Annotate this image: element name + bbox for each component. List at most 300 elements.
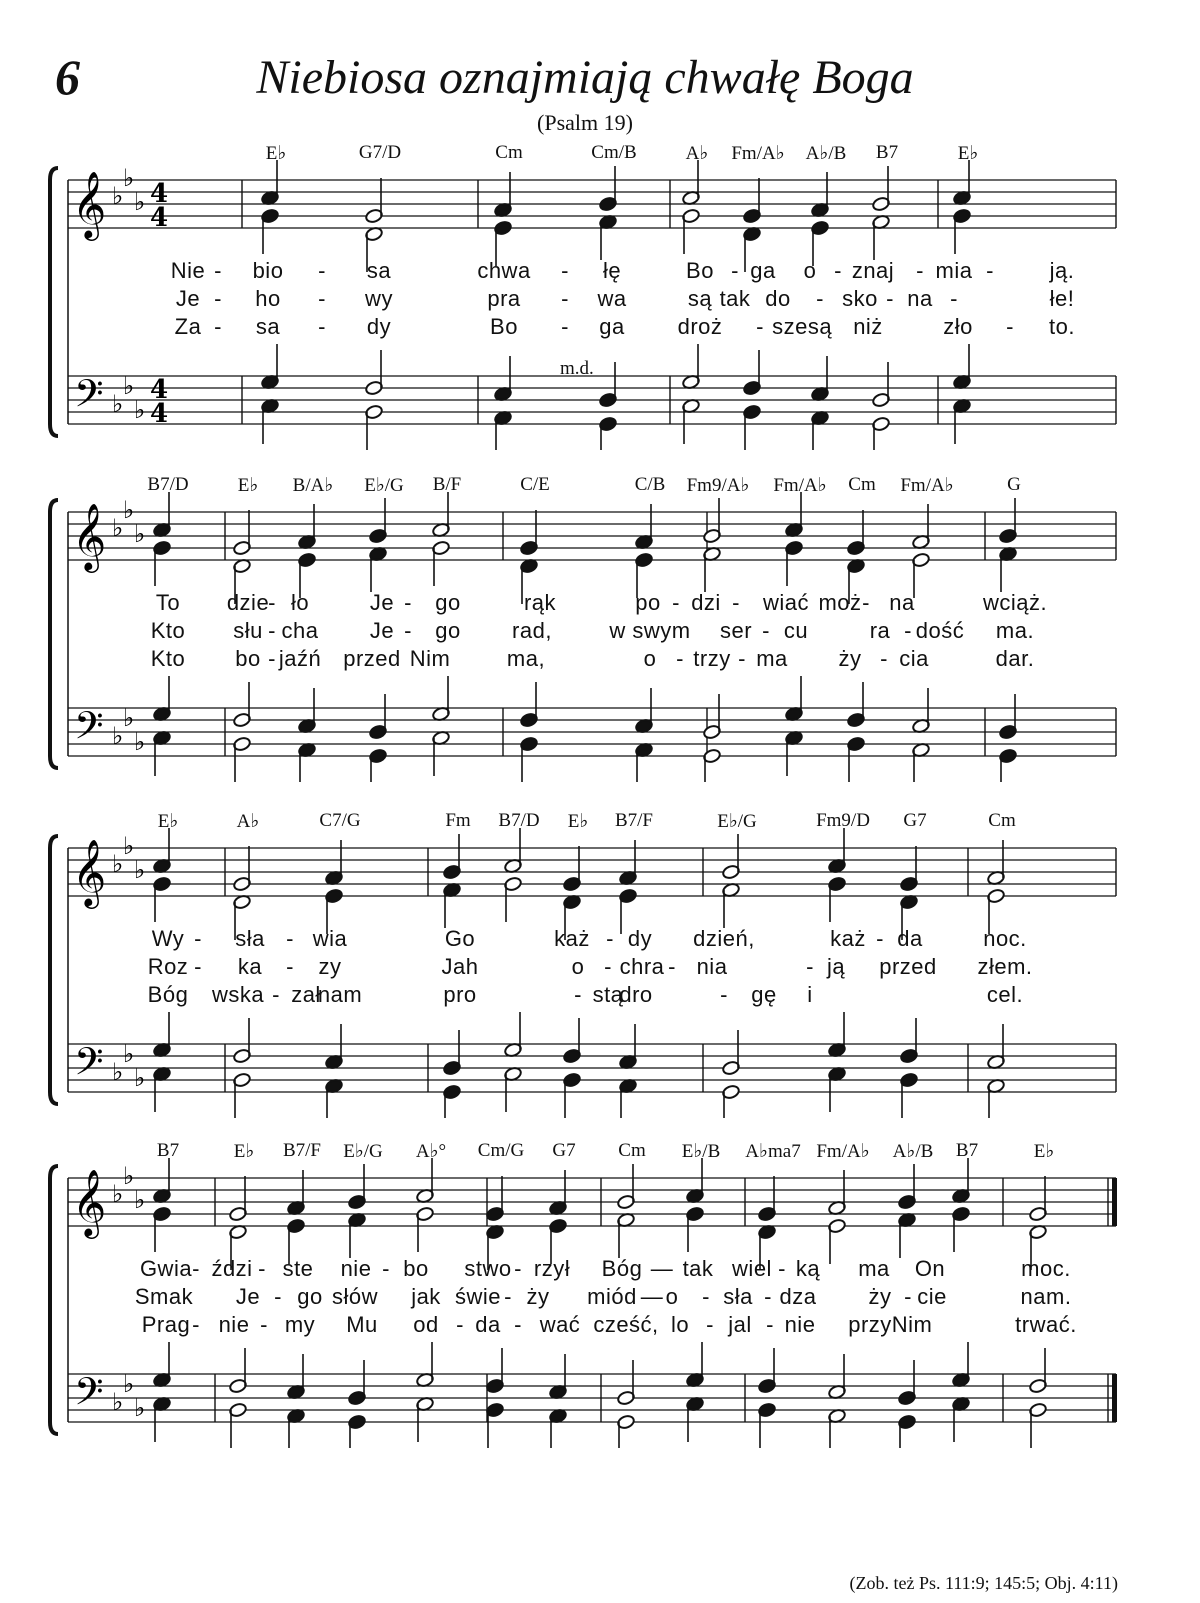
bass-note	[369, 748, 388, 782]
time-signature-bottom: 4	[150, 203, 169, 233]
lyric-syllable: każ	[554, 926, 590, 951]
flat-icon: ♭	[134, 856, 146, 884]
soprano-note	[432, 492, 451, 538]
lyric-syllable: -	[886, 286, 894, 311]
chord-symbol: Fm/A♭	[900, 475, 954, 496]
flat-icon: ♭	[134, 396, 146, 424]
soprano-note	[494, 172, 513, 218]
chord-symbol: B7	[156, 1140, 180, 1161]
lyric-syllable: cu	[783, 618, 809, 643]
lyric-syllable: ma,	[506, 646, 546, 671]
soprano-note	[369, 498, 388, 544]
system-bracket	[50, 1166, 58, 1434]
lyric-syllable: Kto	[150, 646, 186, 671]
lyric-syllable: -	[778, 1256, 786, 1281]
lyric-syllable: wciąż.	[982, 590, 1048, 615]
tenor-note	[898, 1360, 917, 1406]
lyric-syllable: -	[916, 258, 924, 283]
tenor-note	[261, 344, 280, 390]
lyric-syllable: do	[765, 286, 791, 311]
bass-note	[987, 1078, 1006, 1118]
lyric-syllable: -	[214, 314, 222, 339]
lyric-syllable: przed	[879, 954, 937, 979]
tenor-note	[953, 344, 972, 390]
bass-note	[703, 748, 722, 782]
lyric-syllable: cel.	[986, 982, 1024, 1007]
lyric-syllable: -	[268, 646, 276, 671]
bass-note	[233, 736, 252, 782]
alto-note	[153, 876, 172, 922]
time-signature-top: 4	[150, 375, 169, 405]
lyric-syllable: -	[286, 926, 294, 951]
lyric-syllable: -	[260, 1312, 268, 1337]
soprano-note	[952, 1158, 971, 1204]
bass-note	[520, 736, 539, 782]
flat-icon: ♭	[134, 1186, 146, 1214]
lyric-syllable: -	[404, 590, 412, 615]
lyric-syllable: na	[907, 286, 933, 311]
lyric-syllable: dy	[366, 314, 392, 339]
bass-note	[619, 1078, 638, 1118]
chord-symbol: E♭/G	[717, 811, 757, 832]
lyric-syllable: ździ	[211, 1256, 253, 1281]
bass-note	[494, 410, 513, 450]
lyric-syllable: nam.	[1020, 1284, 1072, 1309]
lyric-syllable: -	[272, 982, 280, 1007]
alto-note	[682, 208, 701, 254]
lyric-syllable: dzie	[226, 590, 270, 615]
lyric-syllable: -	[214, 258, 222, 283]
tenor-note	[999, 694, 1018, 740]
flat-icon: ♭	[123, 164, 135, 192]
chord-symbol: Cm	[495, 142, 523, 163]
lyric-syllable: On	[914, 1256, 946, 1281]
chord-symbol: E♭	[233, 1141, 255, 1162]
lyric-syllable: ją	[826, 954, 846, 979]
alto-note	[348, 1212, 367, 1258]
treble-clef-icon: 𝄞	[72, 1168, 107, 1236]
soprano-note	[743, 178, 762, 224]
soprano-note	[872, 166, 891, 212]
tenor-note	[153, 1012, 172, 1058]
lyric-syllable: -	[834, 258, 842, 283]
flat-icon: ♭	[134, 728, 146, 756]
bass-note	[1029, 1402, 1048, 1448]
lyric-syllable: -	[950, 286, 958, 311]
lyric-syllable: Smak	[134, 1284, 194, 1309]
lyric-syllable: Roz	[147, 954, 189, 979]
soprano-note	[504, 828, 523, 874]
lyric-syllable: sko	[842, 286, 878, 311]
lyric-syllable: -	[1006, 314, 1014, 339]
chord-symbol: A♭°	[415, 1141, 447, 1162]
bass-note	[900, 1072, 919, 1118]
chord-symbol: G7	[903, 810, 927, 831]
lyric-syllable: go	[435, 590, 461, 615]
alto-note	[432, 540, 451, 586]
chord-symbol: G7	[552, 1140, 576, 1161]
tenor-note	[432, 676, 451, 722]
lyric-syllable: Za	[174, 314, 202, 339]
bass-note	[722, 1084, 741, 1118]
treble-clef-icon: 𝄞	[72, 502, 107, 570]
lyric-syllable: świe	[454, 1284, 502, 1309]
lyric-syllable: pra	[487, 286, 521, 311]
lyric-syllable: -	[514, 1312, 522, 1337]
lyric-syllable: -	[192, 1256, 200, 1281]
bass-clef-icon: 𝄢	[74, 1369, 104, 1423]
soprano-note	[443, 834, 462, 880]
soprano-note	[900, 846, 919, 892]
lyric-syllable: -	[561, 286, 569, 311]
soprano-note	[365, 178, 384, 224]
chord-symbol: E♭/B	[681, 1141, 721, 1162]
lyric-syllable: trwać.	[1015, 1312, 1077, 1337]
lyric-syllable: -	[192, 1312, 200, 1337]
lyric-syllable: -	[880, 646, 888, 671]
lyric-syllable: go	[435, 618, 461, 643]
bass-note	[952, 1396, 971, 1442]
lyric-syllable: cia	[899, 646, 929, 671]
lyric-syllable: -	[574, 982, 582, 1007]
lyric-syllable: chwa	[477, 258, 531, 283]
lyric-syllable: -	[732, 590, 740, 615]
lyric-syllable: -	[268, 590, 276, 615]
lyric-syllable: Nim	[409, 646, 451, 671]
soprano-note	[619, 840, 638, 886]
bass-note	[898, 1414, 917, 1448]
lyric-syllable: nie	[784, 1312, 816, 1337]
treble-clef-icon: 𝄞	[72, 170, 107, 238]
soprano-note	[153, 492, 172, 538]
tenor-note	[682, 344, 701, 390]
lyric-syllable: Kto	[150, 618, 186, 643]
bass-note	[563, 1072, 582, 1118]
chord-symbol: Cm/B	[591, 142, 637, 163]
tenor-note	[703, 694, 722, 740]
alto-note	[703, 546, 722, 592]
lyric-syllable: nam	[317, 982, 363, 1007]
lyric-syllable: i	[807, 982, 813, 1007]
lyric-syllable: Je	[175, 286, 201, 311]
lyric-syllable: łę	[602, 258, 622, 283]
flat-icon: ♭	[134, 520, 146, 548]
lyric-syllable: To	[155, 590, 181, 615]
final-barline-thick	[1112, 1374, 1117, 1422]
bass-note	[847, 736, 866, 782]
soprano-note	[1029, 1176, 1048, 1222]
lyric-syllable: dy	[627, 926, 653, 951]
tenor-note	[617, 1360, 636, 1406]
flat-icon: ♭	[112, 1058, 124, 1086]
lyric-syllable: są	[687, 286, 713, 311]
alto-note	[999, 546, 1018, 592]
lyric-syllable: cie	[917, 1284, 947, 1309]
lyric-syllable: przed	[343, 646, 401, 671]
alto-note	[828, 876, 847, 922]
lyric-syllable: dość	[915, 618, 965, 643]
bass-note	[153, 1396, 172, 1442]
lyric-syllable: rad,	[512, 618, 552, 643]
bass-note	[999, 748, 1018, 782]
chord-symbol: Fm/A♭	[731, 143, 785, 164]
soprano-note	[549, 1170, 568, 1216]
soprano-note	[635, 504, 654, 550]
lyric-syllable: -	[258, 1256, 266, 1281]
bass-note	[365, 404, 384, 450]
lyric-syllable: -	[706, 1312, 714, 1337]
lyric-syllable: -	[318, 286, 326, 311]
soprano-note	[153, 828, 172, 874]
tenor-note	[686, 1342, 705, 1388]
soprano-note	[520, 510, 539, 556]
lyric-syllable: -	[606, 926, 614, 951]
lyric-syllable: -	[986, 258, 994, 283]
music-system-1	[0, 140, 1200, 450]
chord-symbol: G7/D	[358, 142, 402, 163]
lyric-syllable: —	[650, 1256, 674, 1281]
chord-symbol: Cm	[988, 810, 1016, 831]
flat-icon: ♭	[112, 514, 124, 542]
lyric-syllable: sła	[235, 926, 265, 951]
chord-symbol: A♭ma7	[745, 1141, 801, 1162]
lyric-syllable: sa	[255, 314, 281, 339]
chord-symbol: E♭/G	[343, 1141, 383, 1162]
bass-note	[233, 1072, 252, 1118]
bass-note	[599, 416, 618, 450]
lyric-syllable: wy	[365, 286, 393, 311]
chord-symbol: Fm	[445, 810, 471, 831]
bass-note	[153, 730, 172, 776]
lyric-syllable: -	[382, 1256, 390, 1281]
lyric-syllable: od	[413, 1312, 439, 1337]
alto-note	[872, 214, 891, 260]
bass-note	[229, 1402, 248, 1448]
lyric-syllable: stą	[592, 982, 624, 1007]
soprano-note	[722, 834, 741, 880]
lyric-syllable: jal	[728, 1312, 752, 1337]
time-signature-bottom: 4	[150, 399, 169, 429]
tenor-note	[348, 1360, 367, 1406]
music-system-4	[0, 1138, 1200, 1448]
lyric-syllable: moc.	[1021, 1256, 1071, 1281]
flat-icon: ♭	[112, 390, 124, 418]
lyric-syllable: -	[268, 618, 276, 643]
bass-note	[298, 742, 317, 782]
soprano-note	[682, 160, 701, 206]
tenor-note	[987, 1024, 1006, 1070]
chord-symbol: E♭/G	[364, 475, 404, 496]
chord-symbol: E♭	[265, 143, 287, 164]
tenor-note	[233, 682, 252, 728]
tenor-note	[443, 1030, 462, 1076]
lyric-syllable: słów	[331, 1284, 379, 1309]
soprano-note	[261, 160, 280, 206]
bass-note	[486, 1402, 505, 1448]
chord-symbol: Fm9/D	[816, 810, 870, 831]
soprano-note	[847, 510, 866, 556]
music-system-3	[0, 808, 1200, 1118]
lyric-syllable: -	[194, 926, 202, 951]
tenor-note	[722, 1030, 741, 1076]
tenor-note	[416, 1342, 435, 1388]
tempo-mark: m.d.	[560, 358, 594, 379]
flat-icon: ♭	[123, 1040, 135, 1068]
soprano-note	[758, 1176, 777, 1222]
soprano-note	[287, 1170, 306, 1216]
tenor-note	[872, 362, 891, 408]
hymn-title: Niebiosa oznajmiają chwałę Boga	[256, 51, 914, 104]
bass-note	[811, 410, 830, 450]
lyric-syllable: o	[643, 646, 657, 671]
soprano-note	[229, 1176, 248, 1222]
lyric-syllable: gę	[751, 982, 777, 1007]
lyric-syllable: da	[897, 926, 923, 951]
bass-note	[617, 1414, 636, 1448]
lyric-syllable: -	[404, 618, 412, 643]
lyric-syllable: -	[806, 954, 814, 979]
lyric-syllable: Je	[369, 618, 395, 643]
bass-note	[758, 1402, 777, 1448]
lyric-syllable: -	[766, 1312, 774, 1337]
chord-symbol: Fm/A♭	[773, 475, 827, 496]
soprano-note	[912, 504, 931, 550]
bass-clef-icon: 𝄢	[74, 371, 104, 425]
lyric-syllable: -	[702, 1284, 710, 1309]
bass-note	[682, 398, 701, 444]
lyric-syllable: bio	[252, 258, 284, 283]
chord-symbol: B7/F	[614, 810, 654, 831]
scripture-reference: (Zob. też Ps. 111:9; 145:5; Obj. 4:11)	[849, 1573, 1118, 1593]
lyric-syllable: Mu	[346, 1312, 378, 1337]
chord-symbol: B7/D	[498, 810, 540, 831]
tenor-note	[229, 1348, 248, 1394]
tenor-note	[325, 1024, 344, 1070]
lyric-syllable: zał	[291, 982, 321, 1007]
lyric-syllable: —	[640, 1284, 664, 1309]
alto-note	[153, 540, 172, 586]
chord-symbol: E♭	[1033, 1141, 1055, 1162]
lyric-syllable: miód	[587, 1284, 637, 1309]
bass-note	[635, 742, 654, 782]
soprano-note	[416, 1158, 435, 1204]
tenor-note	[635, 688, 654, 734]
tenor-note	[287, 1354, 306, 1400]
lyric-syllable: -	[318, 314, 326, 339]
lyric-syllable: dzień,	[693, 926, 755, 951]
tenor-note	[563, 1018, 582, 1064]
treble-clef-icon: 𝄞	[72, 838, 107, 906]
tenor-note	[365, 350, 384, 396]
soprano-note	[298, 504, 317, 550]
lyric-syllable: -	[561, 314, 569, 339]
chord-symbol: B7/D	[147, 474, 189, 495]
chord-symbol: Fm/A♭	[816, 1141, 870, 1162]
alto-note	[416, 1206, 435, 1252]
lyric-syllable: nie	[340, 1256, 372, 1281]
lyric-syllable: rzył	[533, 1256, 571, 1281]
flat-icon: ♭	[123, 704, 135, 732]
lyric-syllable: każ	[830, 926, 866, 951]
lyric-syllable: -	[764, 1284, 772, 1309]
lyric-syllable: ży	[868, 1284, 892, 1309]
lyric-syllable: to.	[1049, 314, 1075, 339]
lyric-syllable: znaj	[851, 258, 895, 283]
chord-symbol: C/E	[520, 474, 550, 495]
tenor-note	[811, 356, 830, 402]
alto-note	[722, 882, 741, 928]
bass-note	[287, 1408, 306, 1448]
alto-note	[504, 876, 523, 922]
tenor-note	[828, 1354, 847, 1400]
lyric-syllable: -	[762, 618, 770, 643]
lyric-syllable: ste	[282, 1256, 314, 1281]
lyric-syllable: Jah	[441, 954, 479, 979]
lyric-syllable: o	[803, 258, 817, 283]
flat-icon: ♭	[134, 1394, 146, 1422]
lyric-syllable: sa	[366, 258, 392, 283]
lyric-syllable: bo	[403, 1256, 429, 1281]
lyric-syllable: -	[862, 590, 870, 615]
bass-clef-icon: 𝄢	[74, 703, 104, 757]
bass-note	[549, 1408, 568, 1448]
soprano-note	[987, 840, 1006, 886]
soprano-note	[898, 1164, 917, 1210]
lyric-syllable: ma	[858, 1256, 890, 1281]
lyric-syllable: ży	[838, 646, 862, 671]
alto-note	[898, 1212, 917, 1258]
music-system-2	[0, 472, 1200, 782]
lyric-syllable: mia	[935, 258, 973, 283]
lyric-syllable: noc.	[983, 926, 1027, 951]
bass-note	[686, 1396, 705, 1442]
lyric-syllable: Nim	[891, 1312, 933, 1337]
bass-note	[785, 730, 804, 776]
lyric-syllable: o	[665, 1284, 679, 1309]
lyric-syllable: dza	[779, 1284, 817, 1309]
lyric-syllable: da	[475, 1312, 501, 1337]
final-barline-thick	[1112, 1178, 1117, 1226]
tenor-note	[785, 676, 804, 722]
alto-note	[261, 208, 280, 254]
chord-symbol: A♭/B	[805, 143, 847, 164]
lyric-syllable: -	[904, 1284, 912, 1309]
chord-symbol: A♭	[236, 811, 260, 832]
lyric-syllable: wia	[312, 926, 348, 951]
flat-icon: ♭	[112, 1388, 124, 1416]
lyric-syllable: Je	[369, 590, 395, 615]
lyric-syllable: -	[214, 286, 222, 311]
lyric-syllable: -	[676, 646, 684, 671]
lyric-syllable: słu	[233, 618, 263, 643]
lyric-syllable: ka	[237, 954, 263, 979]
soprano-note	[233, 846, 252, 892]
system-bracket	[50, 500, 58, 768]
alto-note	[443, 882, 462, 928]
lyric-syllable: -	[738, 646, 746, 671]
lyric-syllable: -	[286, 954, 294, 979]
chord-symbol: E♭	[567, 811, 589, 832]
lyric-syllable: go	[297, 1284, 323, 1309]
lyric-syllable: rąk	[523, 590, 557, 615]
lyric-syllable: pro	[443, 982, 477, 1007]
lyric-syllable: łe!	[1049, 286, 1075, 311]
flat-icon: ♭	[134, 1064, 146, 1092]
lyric-syllable: ga	[599, 314, 625, 339]
lyric-syllable: -	[731, 258, 739, 283]
lyric-syllable: Go	[444, 926, 476, 951]
bass-note	[828, 1066, 847, 1112]
